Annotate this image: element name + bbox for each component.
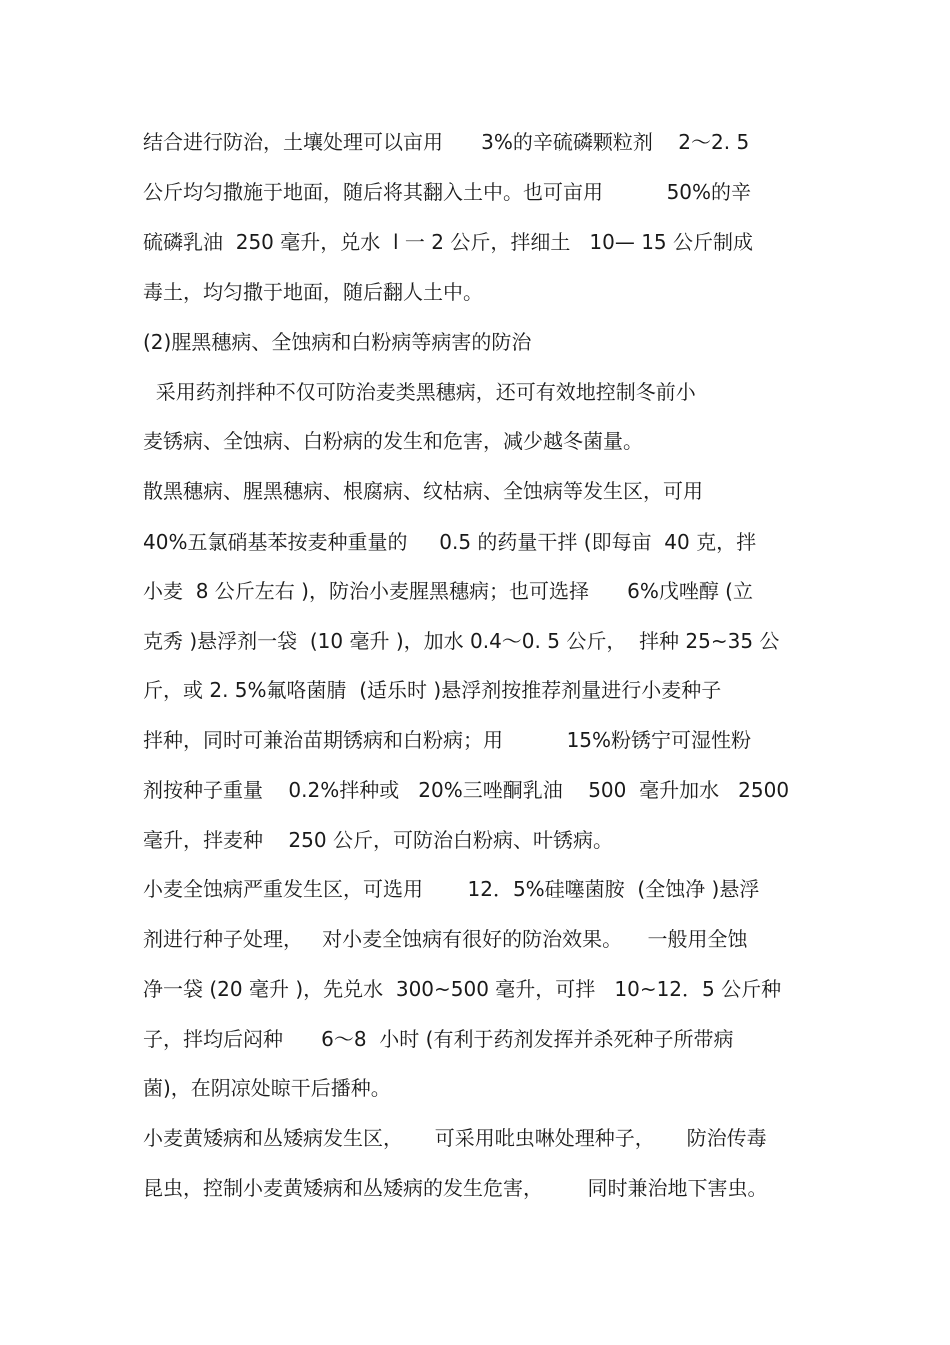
text-line-9: 40%五氯硝基苯按麦种重量的 0.5 的药量干拌 (即每亩 40 克，拌	[143, 530, 757, 554]
text-line-1: 结合进行防治，土壤处理可以亩用 3%的辛硫磷颗粒剂 2～2. 5	[143, 130, 750, 154]
text-line-16: 小麦全蚀病严重发生区，可选用 12．5%硅噻菌胺 (全蚀净 )悬浮	[143, 877, 760, 901]
text-line-3: 硫磷乳油 250 毫升，兑水 l 一 2 公斤，拌细土 10— 15 公斤制成	[143, 230, 753, 254]
text-line-6: 采用药剂拌种不仅可防治麦类黑穗病，还可有效地控制冬前小	[143, 380, 696, 404]
section-heading: (2)腥黑穗病、全蚀病和白粉病等病害的防治	[143, 330, 532, 354]
text-line-14: 剂按种子重量 0.2%拌种或 20%三唑酮乳油 500 毫升加水 2500	[143, 778, 790, 802]
text-line-10: 小麦 8 公斤左右 )，防治小麦腥黑穗病；也可选择 6%戊唑醇 (立	[143, 579, 753, 603]
text-line-11: 克秀 )悬浮剂一袋 (10 毫升 )，加水 0.4～0. 5 公斤， 拌种 25~35 公	[143, 629, 780, 653]
text-line-22: 昆虫，控制小麦黄矮病和丛矮病的发生危害， 同时兼治地下害虫。	[143, 1176, 768, 1200]
text-line-20: 菌)，在阴凉处晾干后播种。	[143, 1076, 391, 1100]
text-line-12: 斤，或 2. 5%氟咯菌腈 (适乐时 )悬浮剂按推荐剂量进行小麦种子	[143, 678, 722, 702]
text-line-2: 公斤均匀撒施于地面，随后将其翻入土中。也可亩用 50%的辛	[143, 180, 752, 204]
text-line-8: 散黑穗病、腥黑穗病、根腐病、纹枯病、全蚀病等发生区，可用	[143, 479, 703, 503]
text-line-18: 净一袋 (20 毫升 )，先兑水 300~500 毫升，可拌 10~12．5 公斤种	[143, 977, 782, 1001]
text-line-17: 剂进行种子处理， 对小麦全蚀病有很好的防治效果。 一般用全蚀	[143, 927, 748, 951]
text-line-4: 毒土，均匀撒于地面，随后翻人土中。	[143, 280, 483, 304]
text-line-19: 子，拌均后闷种 6～8 小时 (有利于药剂发挥并杀死种子所带病	[143, 1027, 734, 1051]
text-line-7: 麦锈病、全蚀病、白粉病的发生和危害，减少越冬菌量。	[143, 429, 643, 453]
text-line-21: 小麦黄矮病和丛矮病发生区， 可采用吡虫啉处理种子， 防治传毒	[143, 1126, 767, 1150]
text-line-15: 毫升，拌麦种 250 公斤，可防治白粉病、叶锈病。	[143, 828, 613, 852]
text-line-13: 拌种，同时可兼治苗期锈病和白粉病；用 15%粉锈宁可湿性粉	[143, 728, 752, 752]
